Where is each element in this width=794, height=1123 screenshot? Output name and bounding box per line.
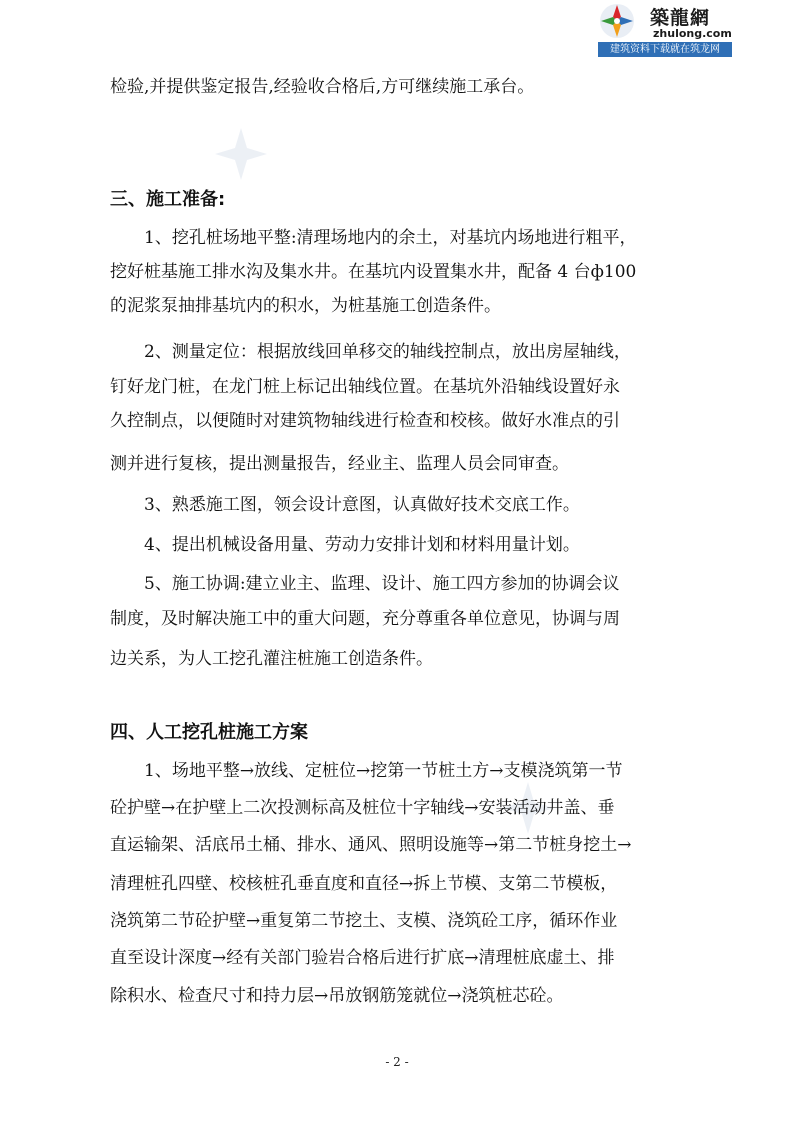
logo-domain-text: zhulong.com xyxy=(653,27,732,40)
zhulong-logo-icon xyxy=(598,2,636,40)
paragraph-line: 1、挖孔桩场地平整:清理场地内的余土，对基坑内场地进行粗平， xyxy=(144,228,637,248)
paragraph-line: 5、施工协调:建立业主、监理、设计、施工四方参加的协调会议 xyxy=(144,574,620,594)
logo-slogan: 建筑资料下载就在筑龙网 xyxy=(598,42,732,57)
paragraph-line: 1、场地平整→放线、定桩位→挖第一节桩土方→支模浇筑第一节 xyxy=(144,761,623,781)
paragraph-line: 浇筑第二节砼护壁→重复第二节挖土、支模、浇筑砼工序，循环作业 xyxy=(110,911,618,931)
text-line-continuation: 检验,并提供鉴定报告,经验收合格后,方可继续施工承台。 xyxy=(110,77,535,97)
logo-brand-text: 築龍網 xyxy=(650,7,711,29)
paragraph-line: 清理桩孔四壁、校核桩孔垂直度和直径→拆上节模、支第二节模板， xyxy=(110,874,618,894)
paragraph-line: 2、测量定位：根据放线回单移交的轴线控制点，放出房屋轴线， xyxy=(144,342,631,362)
paragraph-line: 砼护壁→在护壁上二次投测标高及桩位十字轴线→安装活动井盖、垂 xyxy=(110,798,615,818)
zhulong-logo xyxy=(598,0,732,60)
paragraph-line: 除积水、检查尺寸和持力层→吊放钢筋笼就位→浇筑桩芯砼。 xyxy=(110,986,564,1006)
paragraph-line: 挖好桩基施工排水沟及集水井。在基坑内设置集水井，配备 4 台ф100 xyxy=(110,262,637,282)
paragraph-line: 4、提出机械设备用量、劳动力安排计划和材料用量计划。 xyxy=(144,535,580,555)
paragraph-line: 制度，及时解决施工中的重大问题，充分尊重各单位意见，协调与周 xyxy=(110,609,620,629)
section-heading-4: 四、人工挖孔桩施工方案 xyxy=(110,722,308,743)
paragraph-line: 直至设计深度→经有关部门验岩合格后进行扩底→清理桩底虚土、排 xyxy=(110,948,615,968)
page-number: - 2 - xyxy=(385,1055,409,1069)
paragraph-line: 3、熟悉施工图，领会设计意图，认真做好技术交底工作。 xyxy=(144,495,580,515)
watermark-icon xyxy=(213,126,269,182)
section-heading-3: 三、施工准备: xyxy=(110,189,226,210)
paragraph-line: 测并进行复核，提出测量报告，经业主、监理人员会同审查。 xyxy=(110,454,569,474)
paragraph-line: 钉好龙门桩，在龙门桩上标记出轴线位置。在基坑外沿轴线设置好永 xyxy=(110,377,620,397)
paragraph-line: 边关系，为人工挖孔灌注桩施工创造条件。 xyxy=(110,649,433,669)
paragraph-line: 久控制点，以便随时对建筑物轴线进行检查和校核。做好水准点的引 xyxy=(110,411,620,431)
paragraph-line: 直运输架、活底吊土桶、排水、通风、照明设施等→第二节桩身挖土→ xyxy=(110,835,632,855)
paragraph-line: 的泥浆泵抽排基坑内的积水，为桩基施工创造条件。 xyxy=(110,296,501,316)
